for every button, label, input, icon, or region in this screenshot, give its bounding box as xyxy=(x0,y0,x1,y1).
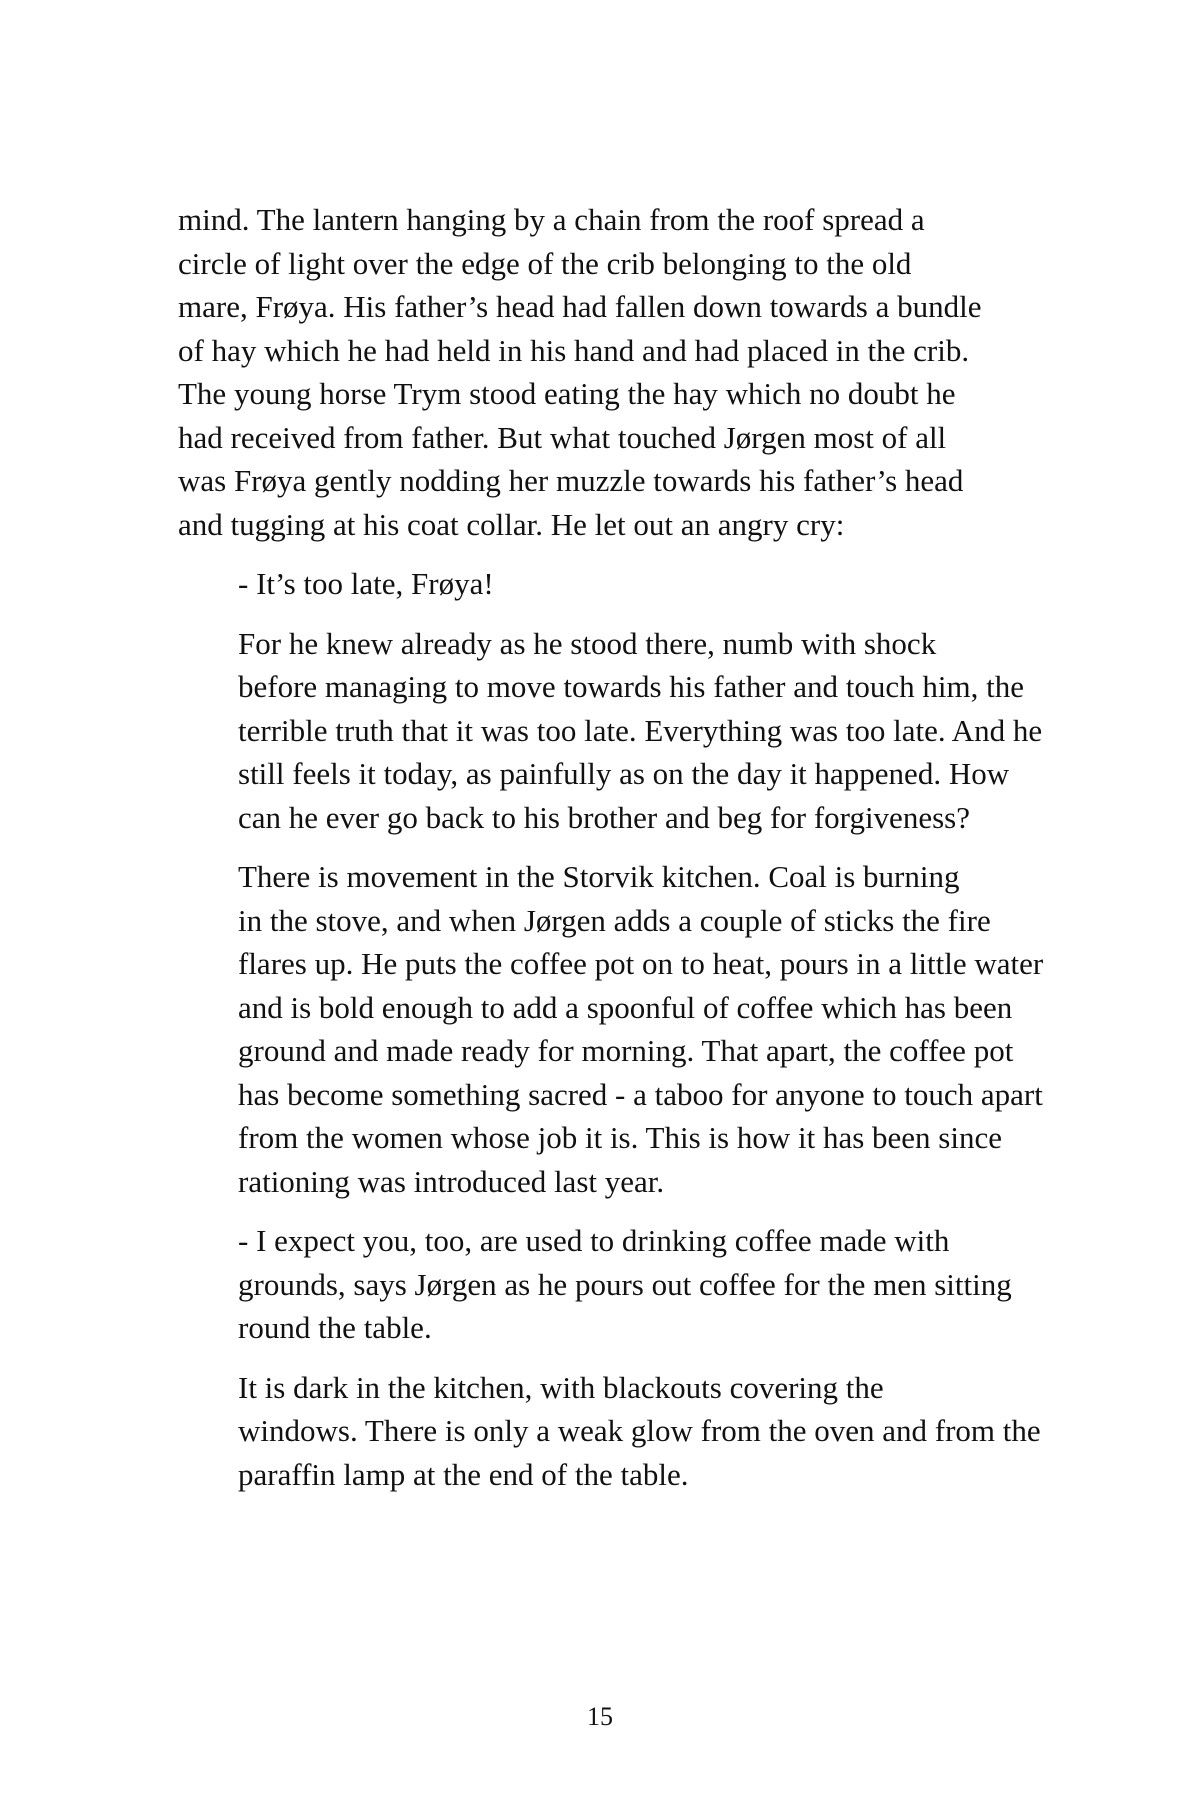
text-line: There is movement in the Storvik kitchen. Coal is burning xyxy=(238,859,960,894)
text-line: still feels it today, as painfully as on the day it happened. How xyxy=(238,756,1010,791)
text-line: in the stove, and when Jørgen adds a couple of sticks the fire xyxy=(238,902,991,938)
text-line: terrible truth that it was too late. Everything was too late. And he xyxy=(238,712,1043,748)
text-line: ground and made ready for morning. That apart, the coffee pot xyxy=(238,1033,1014,1068)
text-line: rationing was introduced last year. xyxy=(238,1163,665,1199)
text-line: can he ever go back to his brother and beg for forgiveness? xyxy=(238,799,970,835)
text-line: mind. The lantern hanging by a chain from the roof spread a xyxy=(178,202,925,237)
paragraph xyxy=(178,1219,1046,1350)
paragraph xyxy=(178,622,1046,840)
text-line: - It’s too late, Frøya! xyxy=(238,566,494,601)
text-line: circle of light over the edge of the crib belonging to the old xyxy=(178,245,912,281)
text-line: before managing to move towards his father and touch him, the xyxy=(238,669,1024,704)
text-line: It is dark in the kitchen, with blackouts covering the xyxy=(238,1369,884,1405)
text-line: mare, Frøya. His father’s head had fallen down towards a bundle xyxy=(178,289,982,324)
text-line: grounds, says Jørgen as he pours out coffee for the men sitting xyxy=(238,1266,1012,1302)
text-line: has become something sacred - a taboo for anyone to touch apart xyxy=(238,1076,1043,1112)
text-line: paraffin lamp at the end of the table. xyxy=(238,1456,689,1492)
text-line: round the table. xyxy=(238,1310,432,1345)
text-line: from the women whose job it is. This is how it has been since xyxy=(238,1120,1002,1155)
text-line: windows. There is only a weak glow from the oven and from the xyxy=(238,1413,1041,1448)
text-line: had received from father. But what touched Jørgen most of all xyxy=(178,419,947,455)
paragraph xyxy=(178,855,1046,1203)
paragraph xyxy=(178,562,1046,606)
text-line: For he knew already as he stood there, numb with shock xyxy=(238,625,937,661)
text-line: of hay which he had held in his hand and had placed in the crib. xyxy=(178,332,970,368)
paragraph xyxy=(178,198,1046,546)
paragraph xyxy=(178,1366,1046,1497)
text-line: was Frøya gently nodding her muzzle towards his father’s head xyxy=(178,463,964,498)
text-line: The young horse Trym stood eating the hay which no doubt he xyxy=(178,376,956,411)
body-text xyxy=(178,198,1046,1512)
text-line: and tugging at his coat collar. He let out an angry cry: xyxy=(178,506,845,542)
text-line: and is bold enough to add a spoonful of coffee which has been xyxy=(238,989,1013,1025)
page-number: 15 xyxy=(587,1702,613,1731)
text-line: flares up. He puts the coffee pot on to heat, pours in a little water xyxy=(238,946,1044,981)
text-line: - I expect you, too, are used to drinking coffee made with xyxy=(238,1223,950,1258)
